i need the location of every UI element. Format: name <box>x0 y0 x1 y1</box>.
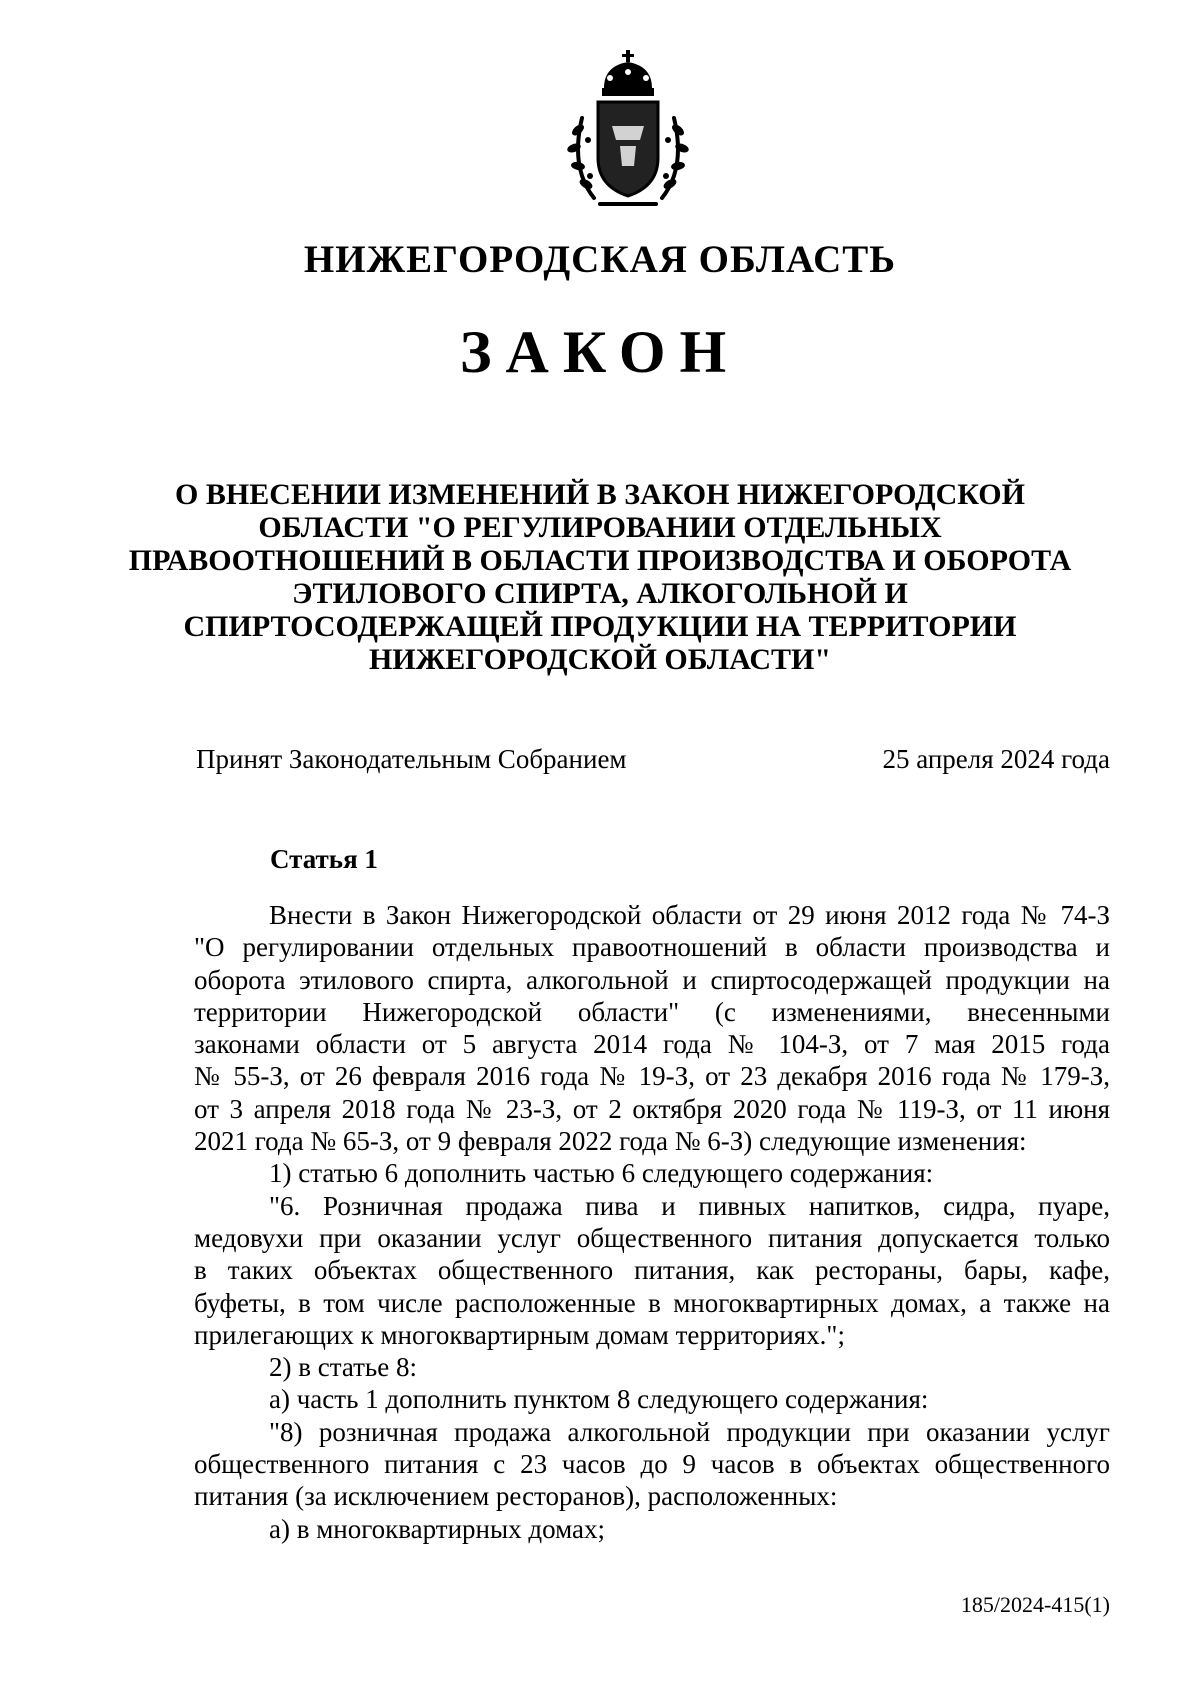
body-line: прилегающих к многоквартирным домам территориях."; <box>194 1319 845 1350</box>
body-line: а) в многоквартирных домах; <box>269 1513 605 1544</box>
law-title-line: ПРАВООТНОШЕНИЙ В ОБЛАСТИ ПРОИЗВОДСТВА И ОБОРОТА <box>128 544 1072 577</box>
law-title-line: НИЖЕГОРОДСКОЙ ОБЛАСТИ" <box>368 643 832 676</box>
body-line: законами области от 5 августа 2014 года № 104-З, от 7 мая 2015 года <box>194 1029 1110 1060</box>
body-line: а) часть 1 дополнить пунктом 8 следующего содержания: <box>269 1384 929 1415</box>
adoption-date: 25 апреля 2024 года <box>882 744 1110 774</box>
body-line: общественного питания с 23 часов до 9 часов в объектах общественного <box>194 1449 1110 1480</box>
body-line: № 55-З, от 26 февраля 2016 года № 19-З, от 23 декабря 2016 года № 179-З, <box>194 1061 1110 1092</box>
adoption-label: Принят Законодательным Собранием <box>196 744 627 774</box>
body-line: Внести в Закон Нижегородской области от 29 июня 2012 года № 74-З <box>269 900 1110 930</box>
coat-of-arms-emblem <box>560 48 696 212</box>
law-title-line: СПИРТОСОДЕРЖАЩЕЙ ПРОДУКЦИИ НА ТЕРРИТОРИИ <box>183 610 1017 643</box>
body-line: в таких объектах общественного питания, как рестораны, бары, кафе, <box>194 1255 1110 1286</box>
law-title-line: ЭТИЛОВОГО СПИРТА, АЛКОГОЛЬНОЙ И <box>292 577 908 610</box>
body-line: 2) в статье 8: <box>269 1352 417 1383</box>
body-line: "6. Розничная продажа пива и пивных напитков, сидра, пуаре, <box>269 1190 1110 1221</box>
document-number: 185/2024-415(1) <box>960 1592 1110 1617</box>
region-heading: НИЖЕГОРОДСКАЯ ОБЛАСТЬ <box>303 238 897 281</box>
law-title-line: О ВНЕСЕНИИ ИЗМЕНЕНИЙ В ЗАКОН НИЖЕГОРОДСКОЙ <box>175 478 1025 511</box>
document-type-heading: ЗАКОН <box>459 319 741 385</box>
body-line: "О регулировании отдельных правоотношений в области производства и <box>194 932 1110 963</box>
adoption-line <box>196 744 1110 780</box>
body-line: питания (за исключением ресторанов), расположенных: <box>194 1481 838 1512</box>
law-title <box>120 478 1080 676</box>
body-line: от 3 апреля 2018 года № 23-З, от 2 октября 2020 года № 119-З, от 11 июня <box>194 1093 1110 1124</box>
article-body <box>194 899 1110 1545</box>
body-line: территории Нижегородской области" (с изменениями, внесенными <box>194 996 1110 1027</box>
body-line: медовухи при оказании услуг общественного питания допускается только <box>194 1222 1110 1253</box>
body-line: "8) розничная продажа алкогольной продукции при оказании услуг <box>269 1416 1110 1447</box>
article-heading: Статья 1 <box>270 844 378 874</box>
body-line: оборота этилового спирта, алкогольной и спиртосодержащей продукции на <box>194 964 1110 995</box>
body-line: 1) статью 6 дополнить частью 6 следующего содержания: <box>269 1158 934 1189</box>
body-line: 2021 года № 65-З, от 9 февраля 2022 года № 6-З) следующие изменения: <box>194 1126 1027 1157</box>
law-title-line: ОБЛАСТИ "О РЕГУЛИРОВАНИИ ОТДЕЛЬНЫХ <box>258 511 942 544</box>
body-line: буфеты, в том числе расположенные в многоквартирных домах, а также на <box>194 1287 1110 1318</box>
